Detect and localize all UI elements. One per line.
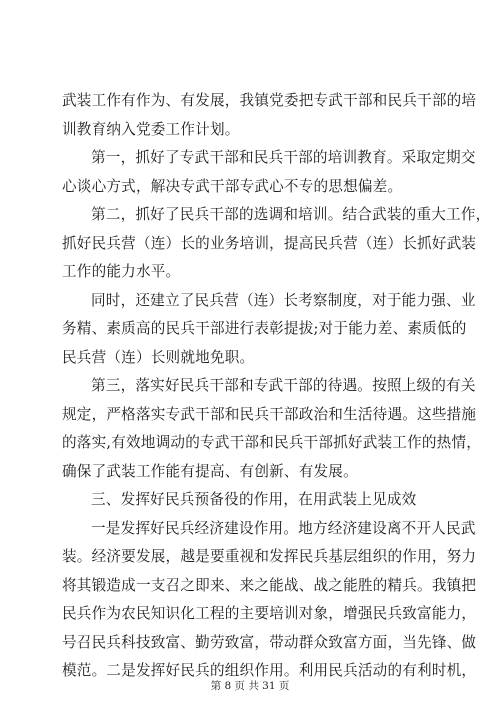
text-line: 模范。二是发挥好民兵的组织作用。利用民兵活动的有利时机， [62,662,477,679]
page-number-footer: 第 8 页 共 31 页 [210,680,290,692]
text-line: 第三，落实好民兵干部和专武干部的待遇。按照上级的有关 [91,377,476,394]
text-line: 武装工作有作为、有发展，我镇党委把专武干部和民兵干部的培 [62,92,477,109]
text-line: 务精、素质高的民兵干部进行表彰提拔;对于能力差、素质低的 [62,320,467,337]
body-text [62,87,491,686]
text-line: 心谈心方式，解决专武干部专武心不专的思想偏差。 [62,177,403,195]
text-line: 确保了武装工作能有提高、有创新、有发展。 [62,462,358,480]
text-line: 民兵营（连）长则就地免职。 [62,348,255,366]
text-line: 的落实,有效地调动的专武干部和民兵干部抓好武装工作的热情， [62,434,482,451]
text-line: 工作的能力水平。 [62,263,181,280]
text-line: 抓好民兵营（连）长的业务培训，提高民兵营（连）长抓好武装 [62,234,477,252]
text-line: 民兵作为农民知识化工程的主要培训对象，增强民兵致富能力， [62,605,477,622]
text-line: 将其锻造成一支召之即来、来之能战、战之能胜的精兵。我镇把 [62,576,477,594]
text-line: 号召民兵科技致富、勤劳致富，带动群众致富方面，当先锋、做 [62,633,477,651]
text-line: 同时，还建立了民兵营（连）长考察制度，对于能力强、业 [91,291,476,309]
text-line: 第一，抓好了专武干部和民兵干部的培训教育。采取定期交 [91,149,476,166]
text-line: 装。经济要发展，越是要重视和发挥民兵基层组织的作用，努力 [62,548,477,565]
text-line: 三、发挥好民兵预备役的作用，在用武装上见成效 [91,491,417,508]
text-line: 第二，抓好了民兵干部的选调和培训。结合武装的重大工作， [91,206,491,223]
text-line: 一是发挥好民兵经济建设作用。地方经济建设离不开人民武 [91,519,476,537]
text-line: 规定，严格落实专武干部和民兵干部政治和生活待遇。这些措施 [62,405,477,423]
text-line: 训教育纳入党委工作计划。 [62,120,240,138]
